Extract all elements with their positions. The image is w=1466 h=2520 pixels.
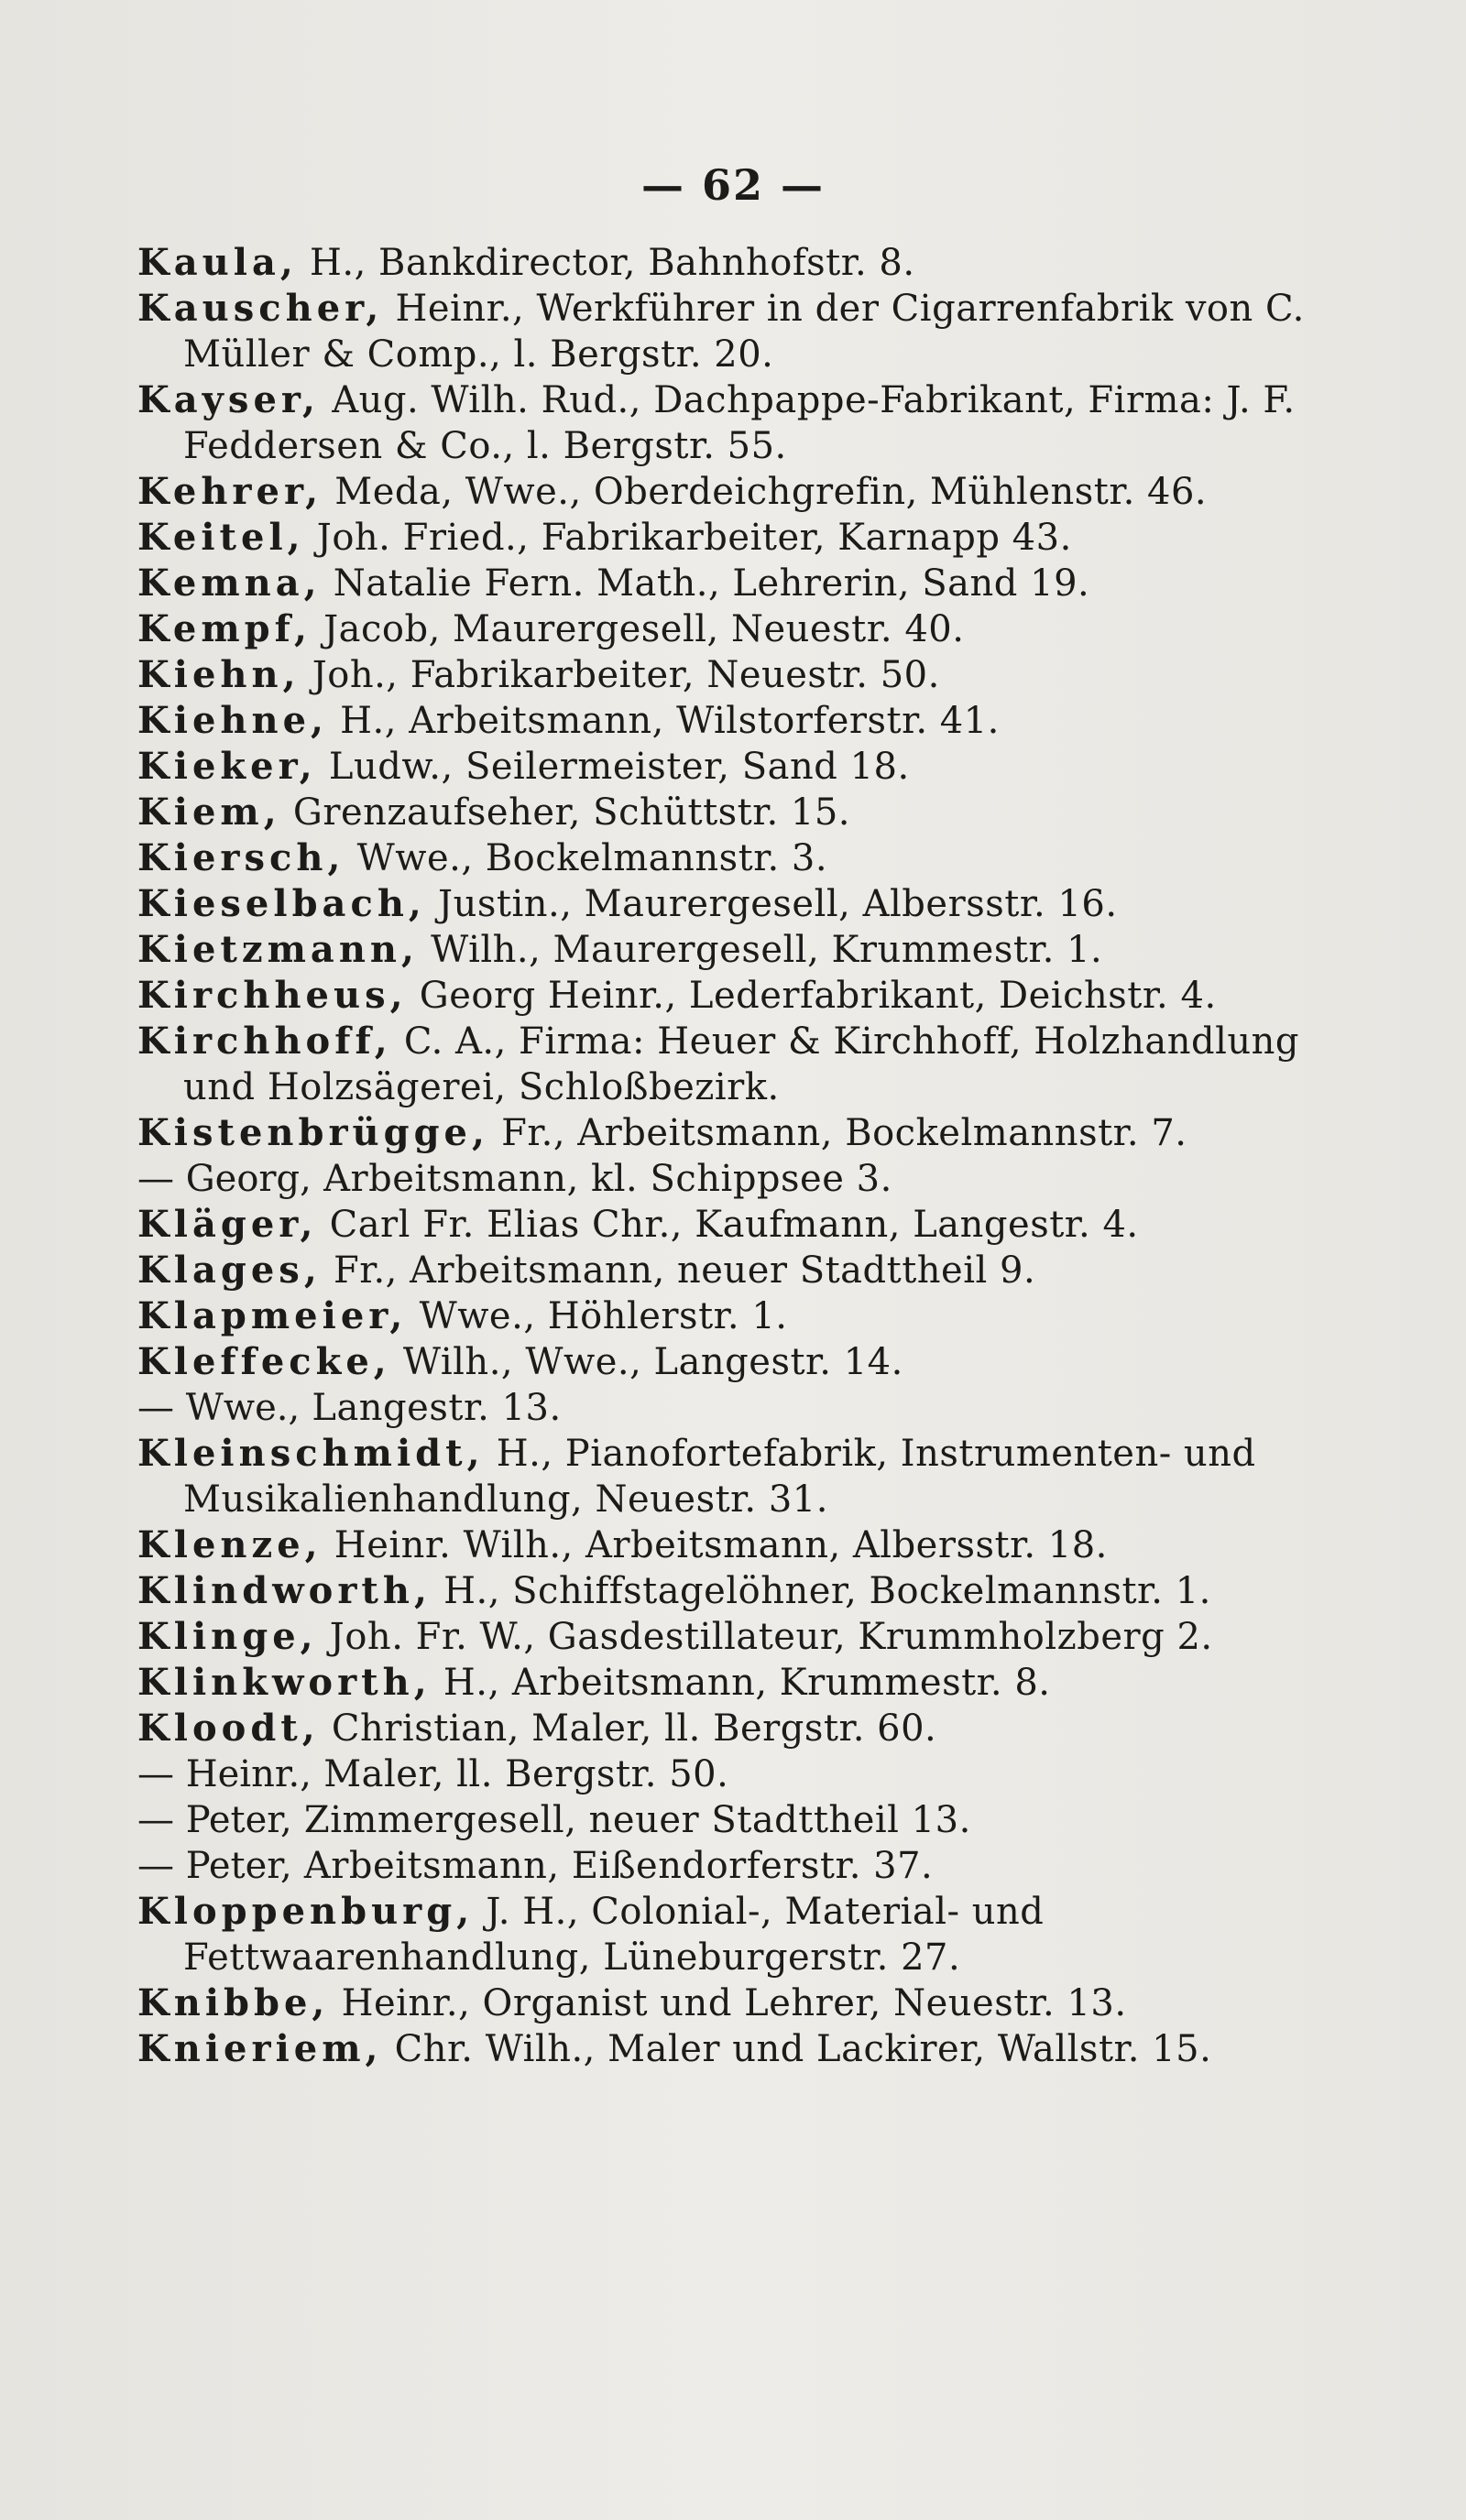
directory-entry [137,240,1319,286]
entry-details: Wilh., Wwe., Langestr. 14. [390,1341,903,1383]
directory-entry [137,1339,1319,1385]
entry-details: Joh. Fr. W., Gasdestillateur, Krummholzberg 2. [317,1616,1213,1658]
entry-name: Kempf, [137,607,312,650]
entry-details: H., Bankdirector, Bahnhofstr. 8. [297,242,915,284]
directory-entries [137,240,1319,2072]
entry-name: — Wwe., [137,1387,301,1429]
entry-details: Joh., Fabrikarbeiter, Neuestr. 50. [300,654,940,696]
entry-name: Klapmeier, [137,1294,408,1337]
entry-name: Kauscher, [137,287,384,330]
directory-entry [137,652,1319,698]
directory-entry [137,377,1319,469]
entry-name: Kietzmann, [137,928,419,971]
directory-subentry [137,1843,1319,1889]
entry-name: Kieselbach, [137,882,426,925]
entry-name: — Peter, [137,1845,292,1887]
directory-entry [137,1293,1319,1339]
entry-details: Wilh., Maurergesell, Krummestr. 1. [418,929,1103,971]
entry-details: Ludw., Seilermeister, Sand 18. [316,746,910,788]
entry-name: Klindworth, [137,1569,432,1612]
entry-details: Joh. Fried., Fabrikarbeiter, Karnapp 43. [304,517,1072,559]
directory-entry [137,1706,1319,1751]
directory-entry [137,469,1319,515]
entry-details: Fr., Arbeitsmann, Bockelmannstr. 7. [488,1112,1187,1154]
page-number: — 62 — [640,160,826,210]
entry-name: Knieriem, [137,2027,383,2070]
entry-name: Knibbe, [137,1981,330,2024]
entry-details: Zimmergesell, neuer Stadttheil 13. [291,1799,971,1841]
entry-details: Grenzaufseher, Schüttstr. 15. [280,791,851,834]
entry-name: Klenze, [137,1523,323,1566]
entry-name: Kloppenburg, [137,1890,475,1933]
entry-name: Kläger, [137,1203,318,1246]
directory-entry [137,1889,1319,1980]
entry-name: Kleinschmidt, [137,1432,485,1475]
entry-details: H., Schiffstagelöhner, Bockelmannstr. 1. [431,1570,1211,1612]
entry-name: Kirchhoff, [137,1020,392,1063]
entry-details: Fr., Arbeitsmann, neuer Stadttheil 9. [321,1249,1036,1292]
entry-name: — Peter, [137,1799,292,1841]
entry-details: Arbeitsmann, Eißendorferstr. 37. [291,1845,934,1887]
directory-entry [137,927,1319,973]
directory-entry [137,286,1319,377]
directory-subentry [137,1797,1319,1843]
entry-details: Langestr. 13. [300,1387,562,1429]
entry-name: — Georg, [137,1158,312,1200]
directory-entry [137,1019,1319,1110]
directory-entry [137,1660,1319,1706]
entry-details: Jacob, Maurergesell, Neuestr. 40. [311,608,965,650]
entry-details: Justin., Maurergesell, Albersstr. 16. [425,883,1118,925]
directory-entry [137,1568,1319,1614]
entry-details: Georg Heinr., Lederfabrikant, Deichstr. 4. [407,975,1217,1017]
directory-entry [137,881,1319,927]
directory-entry [137,1522,1319,1568]
entry-details: Christian, Maler, ll. Bergstr. 60. [319,1707,937,1750]
entry-name: Kaula, [137,241,298,284]
entry-details: Maler, ll. Bergstr. 50. [311,1753,729,1795]
entry-name: Kloodt, [137,1707,320,1750]
entry-details: H., Arbeitsmann, Wilstorferstr. 41. [327,700,1000,742]
directory-entry [137,561,1319,606]
entry-details: H., Arbeitsmann, Krummestr. 8. [431,1662,1051,1704]
directory-subentry [137,1385,1319,1431]
entry-details: Carl Fr. Elias Chr., Kaufmann, Langestr. 4. [317,1204,1139,1246]
entry-details: C. A., Firma: Heuer & Kirchhoff, Holzhandlung und Holzsägerei, Schloßbezirk. [183,1020,1299,1108]
directory-entry [137,1248,1319,1293]
directory-subentry [137,1156,1319,1202]
directory-entry [137,1980,1319,2026]
entry-name: — Heinr., [137,1753,312,1795]
directory-entry [137,515,1319,561]
directory-entry [137,1431,1319,1522]
directory-entry [137,973,1319,1019]
directory-entry [137,1110,1319,1156]
entry-name: Kiersch, [137,836,345,879]
entry-details: J. H., Colonial-, Material- und Fettwaarenhandlung, Lüneburgerstr. 27. [183,1891,1045,1979]
entry-name: Kiehne, [137,699,328,742]
entry-details: Meda, Wwe., Oberdeichgrefin, Mühlenstr. 46. [323,471,1208,513]
entry-details: Natalie Fern. Math., Lehrerin, Sand 19. [321,562,1090,605]
directory-entry [137,790,1319,835]
directory-subentry [137,1751,1319,1797]
entry-details: Wwe., Höhlerstr. 1. [407,1295,788,1337]
directory-entry [137,2026,1319,2072]
entry-name: Kleffecke, [137,1340,391,1383]
entry-details: Arbeitsmann, kl. Schippsee 3. [311,1158,892,1200]
entry-name: Kayser, [137,378,320,421]
entry-name: Klinge, [137,1615,318,1658]
entry-name: Keitel, [137,516,305,559]
entry-name: Klinkworth, [137,1661,432,1704]
entry-details: H., Pianofortefabrik, Instrumenten- und Musikalienhandlung, Neuestr. 31. [183,1433,1256,1521]
directory-entry [137,1202,1319,1248]
directory-entry [137,744,1319,790]
entry-name: Kirchheus, [137,974,408,1017]
entry-details: Heinr., Organist und Lehrer, Neuestr. 13. [329,1982,1127,2024]
entry-details: Chr. Wilh., Maler und Lackirer, Wallstr. 15. [382,2028,1212,2070]
entry-name: Kiehn, [137,653,301,696]
entry-name: Kieker, [137,745,317,788]
directory-entry [137,1614,1319,1660]
entry-details: Heinr. Wilh., Arbeitsmann, Albersstr. 18. [322,1524,1108,1566]
directory-entry [137,835,1319,881]
entry-name: Klages, [137,1249,322,1292]
entry-name: Kehrer, [137,470,323,513]
entry-name: Kiem, [137,791,281,834]
entry-details: Wwe., Bockelmannstr. 3. [345,837,828,879]
entry-name: Kemna, [137,562,322,605]
entry-details: Aug. Wilh. Rud., Dachpappe-Fabrikant, Firma: J. F. Feddersen & Co., l. Bergstr. 55. [183,379,1296,467]
entry-name: Kistenbrügge, [137,1111,489,1154]
directory-entry [137,698,1319,744]
entry-details: Heinr., Werkführer in der Cigarrenfabrik von C. Müller & Comp., l. Bergstr. 20. [183,288,1305,376]
directory-entry [137,606,1319,652]
